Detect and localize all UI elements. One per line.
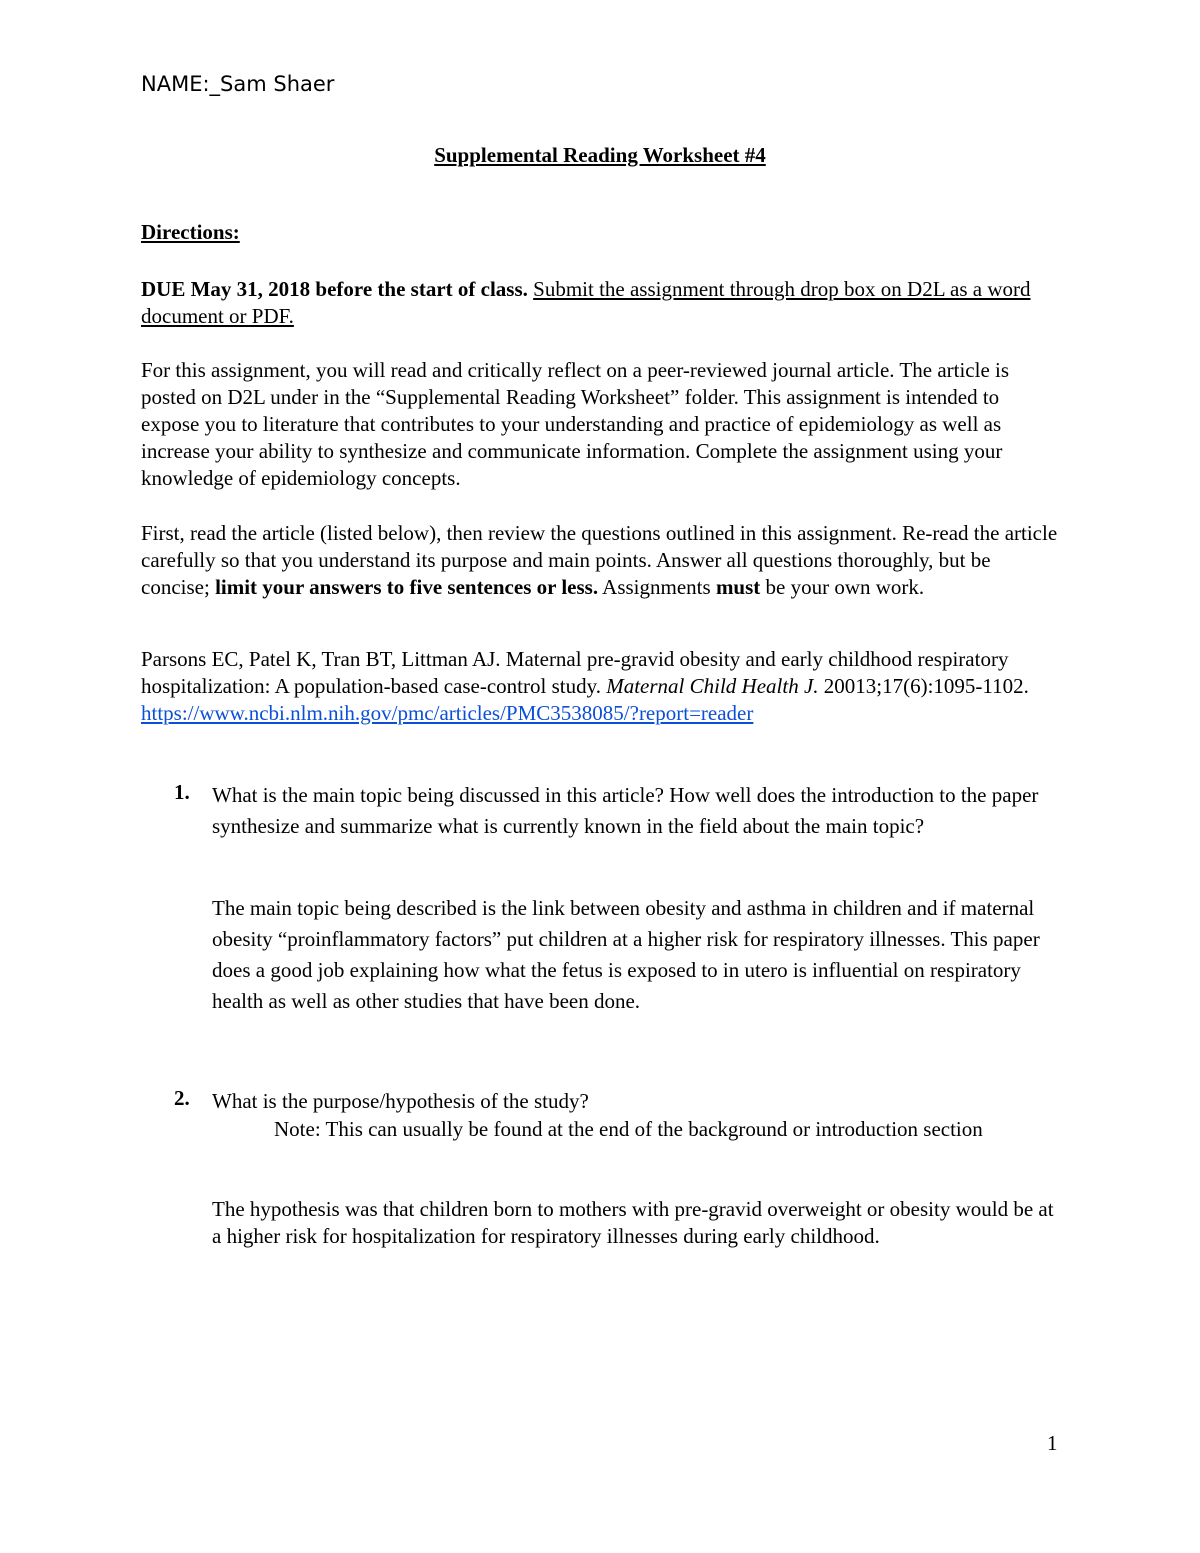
due-date-paragraph — [141, 276, 1061, 330]
directions-label: Directions: — [141, 220, 240, 244]
answer-2: The hypothesis was that children born to mothers with pre-gravid overweight or obesity would be at a higher risk for hospitalization for respiratory illnesses during early childhood. — [212, 1197, 1054, 1248]
citation-text: Parsons EC, Patel K, Tran BT, Littman AJ. Maternal pre-gravid obesity and early childhood respiratory hospitalization: A population-based case-control study. — [141, 647, 1009, 698]
student-name-line: NAME:_Sam Shaer — [141, 72, 335, 96]
question-number: 1. — [174, 780, 190, 804]
instructions-must-text: must — [715, 575, 761, 599]
answer-1: The main topic being described is the link between obesity and asthma in children and if maternal obesity “proinflammatory factors” put children at a higher risk for respiratory illnesses. This paper does a good job explaining how what the fetus is exposed to in utero is influential on respiratory health as well as other studies that have been done. — [212, 896, 1040, 1013]
instructions-text-2: Assignments — [598, 575, 716, 599]
question-2-note: Note: This can usually be found at the end of the background or introduction section — [274, 1117, 983, 1141]
citation-journal: Maternal Child Health J. — [606, 674, 819, 698]
submission-instructions: Submit the assignment through drop box on D2L as a word document or PDF. — [141, 277, 1031, 328]
instructions-limit-text: limit your answers to five sentences or less. — [215, 575, 599, 599]
instructions-text-3: be your own work. — [760, 575, 925, 599]
intro-paragraph: For this assignment, you will read and critically reflect on a peer-reviewed journal article. The article is posted on D2L under in the “Supplemental Reading Worksheet” folder. This assignment is intended to expose you to literature that contributes to your understanding and practice of epidemiology as well as increase your ability to synthesize and communicate information. Complete the assignment using your knowledge of epidemiology concepts. — [141, 358, 1010, 490]
citation-volume: 20013;17(6):1095-1102. — [818, 674, 1029, 698]
instructions-text-1: First, read the article (listed below), then review the questions outlined in this assignment. Re-read the article carefully so that you understand its purpose and main points. Answer all questions thoroughly, but be concise; — [141, 521, 1058, 599]
due-date-text: DUE May 31, 2018 before the start of class. — [141, 277, 528, 301]
article-link[interactable]: https://www.ncbi.nlm.nih.gov/pmc/articles/PMC3538085/?report=reader — [141, 701, 754, 725]
question-text: What is the purpose/hypothesis of the study? — [212, 1089, 589, 1113]
instructions-paragraph — [141, 520, 1061, 601]
worksheet-title: Supplemental Reading Worksheet #4 — [434, 143, 766, 167]
page-number: 1 — [1047, 1431, 1058, 1455]
article-citation — [141, 646, 1061, 727]
question-number: 2. — [174, 1086, 190, 1110]
question-text: What is the main topic being discussed in this article? How well does the introduction to the paper synthesize and summarize what is currently known in the field about the main topic? — [212, 783, 1039, 838]
